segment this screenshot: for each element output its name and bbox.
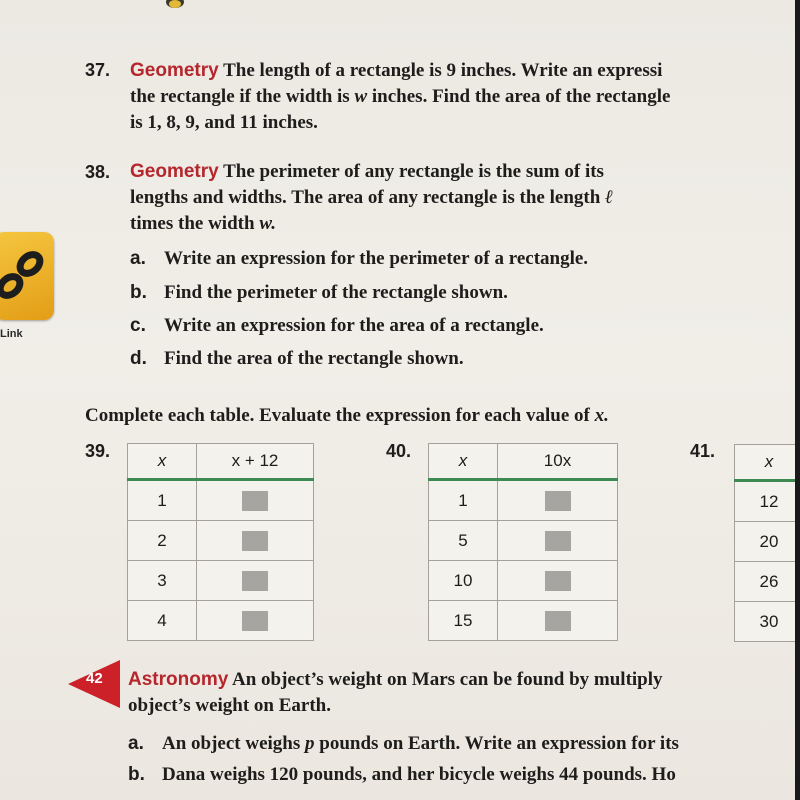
item-letter: c. bbox=[130, 315, 146, 336]
x-value: 12 bbox=[735, 481, 796, 522]
chain-link-icon bbox=[0, 232, 54, 320]
table-40 bbox=[428, 443, 618, 641]
item-text: Dana weighs 120 pounds, and her bicycle weighs 44 pounds. Ho bbox=[162, 764, 676, 785]
item-text: Find the area of the rectangle shown. bbox=[164, 348, 464, 369]
table-header-expression: x + 12 bbox=[197, 444, 314, 480]
problem-37-number: 37. bbox=[85, 60, 111, 80]
table-39-number: 39. bbox=[85, 441, 111, 461]
problem-42-item-b bbox=[128, 764, 676, 786]
problem-38-line3 bbox=[130, 211, 276, 236]
table-row bbox=[735, 481, 796, 522]
page-edge bbox=[795, 0, 800, 800]
problem-38-item-d bbox=[130, 348, 464, 370]
problem-38-text-3: times the width bbox=[130, 213, 255, 234]
answer-blank[interactable] bbox=[197, 561, 314, 601]
item-text-2: pounds on Earth. Write an expression for its bbox=[319, 733, 679, 754]
answer-blank[interactable] bbox=[498, 561, 618, 601]
answer-blank[interactable] bbox=[197, 521, 314, 561]
item-letter: a. bbox=[128, 733, 144, 754]
x-value: 15 bbox=[429, 601, 498, 641]
problem-42-topic: Astronomy bbox=[128, 669, 229, 690]
table-row bbox=[128, 561, 314, 601]
problem-38-item-a bbox=[130, 248, 588, 270]
item-letter: d. bbox=[130, 348, 147, 369]
answer-blank[interactable] bbox=[197, 601, 314, 641]
item-text: Write an expression for the perimeter of a rectangle. bbox=[164, 248, 589, 269]
problem-42-text: An object’s weight on Mars can be found by multiply bbox=[232, 669, 663, 690]
item-text: Write an expression for the area of a rectangle. bbox=[164, 315, 544, 336]
x-value: 1 bbox=[429, 480, 498, 521]
item-text: An object weighs bbox=[162, 733, 301, 754]
item-var: p bbox=[305, 733, 315, 754]
problem-37-line3: is 1, 8, 9, and 11 inches. bbox=[130, 112, 318, 133]
header-var: x bbox=[458, 451, 468, 470]
x-value: 3 bbox=[128, 561, 197, 601]
problem-38-line1 bbox=[130, 159, 604, 184]
table-row bbox=[735, 522, 796, 562]
table-header-x bbox=[128, 444, 197, 480]
problem-37-text: The length of a rectangle is 9 inches. Write an expressi bbox=[223, 60, 663, 81]
problem-38-text: The perimeter of any rectangle is the sum of its bbox=[223, 161, 604, 182]
tables-heading-var: x. bbox=[594, 405, 609, 426]
answer-blank[interactable] bbox=[498, 480, 618, 521]
link-label: Link bbox=[0, 328, 23, 340]
table-row bbox=[735, 562, 796, 602]
problem-37-line1 bbox=[130, 58, 662, 83]
item-letter: b. bbox=[130, 282, 147, 303]
table-row bbox=[735, 602, 796, 642]
x-value: 4 bbox=[128, 601, 197, 641]
problem-37-text-2: the rectangle if the width is bbox=[130, 86, 350, 107]
problem-37-var: w bbox=[354, 86, 368, 107]
table-41-number: 41. bbox=[690, 441, 716, 461]
problem-38-item-c bbox=[130, 315, 544, 337]
item-letter: a. bbox=[130, 248, 146, 269]
tables-heading bbox=[85, 403, 609, 428]
table-row bbox=[429, 601, 618, 641]
problem-38-topic: Geometry bbox=[130, 161, 219, 182]
problem-38-text-2: lengths and widths. The area of any rectangle is the length bbox=[130, 187, 601, 208]
table-header-x bbox=[429, 444, 498, 480]
problem-42-line1 bbox=[128, 667, 663, 692]
table-row bbox=[429, 480, 618, 521]
link-badge[interactable] bbox=[0, 232, 54, 320]
problem-37-line2 bbox=[130, 84, 670, 109]
table-39 bbox=[127, 443, 314, 641]
table-header-expression: 10x bbox=[498, 444, 618, 480]
x-value: 20 bbox=[735, 522, 796, 562]
problem-42-line2: object’s weight on Earth. bbox=[128, 695, 331, 716]
x-value: 5 bbox=[429, 521, 498, 561]
table-row bbox=[128, 480, 314, 521]
x-value: 26 bbox=[735, 562, 796, 602]
header-var: x bbox=[157, 451, 167, 470]
table-row bbox=[429, 521, 618, 561]
table-header-x bbox=[735, 445, 796, 481]
table-40-number: 40. bbox=[386, 441, 412, 461]
item-letter: b. bbox=[128, 764, 145, 785]
table-row bbox=[128, 601, 314, 641]
table-row bbox=[128, 521, 314, 561]
problem-38-number: 38. bbox=[85, 162, 111, 182]
answer-blank[interactable] bbox=[498, 601, 618, 641]
problem-42-number: 42 bbox=[86, 670, 103, 687]
x-value: 10 bbox=[429, 561, 498, 601]
item-text: Find the perimeter of the rectangle shown. bbox=[164, 282, 508, 303]
problem-38-var-w: w. bbox=[259, 213, 277, 234]
problem-37-topic: Geometry bbox=[130, 60, 219, 81]
problem-42-item-a bbox=[128, 733, 679, 755]
problem-38-item-b bbox=[130, 282, 508, 304]
x-value: 1 bbox=[128, 480, 197, 521]
x-value: 2 bbox=[128, 521, 197, 561]
answer-blank[interactable] bbox=[498, 521, 618, 561]
table-row bbox=[429, 561, 618, 601]
header-var: x bbox=[764, 452, 774, 471]
problem-38-line2 bbox=[130, 185, 613, 210]
table-41 bbox=[734, 444, 795, 642]
decorative-icon bbox=[160, 0, 190, 12]
answer-blank[interactable] bbox=[197, 480, 314, 521]
tables-heading-text: Complete each table. Evaluate the expression for each value of bbox=[85, 405, 590, 426]
problem-38-var-l: ℓ bbox=[605, 187, 614, 208]
x-value: 30 bbox=[735, 602, 796, 642]
problem-37-text-3: inches. Find the area of the rectangle bbox=[371, 86, 671, 107]
